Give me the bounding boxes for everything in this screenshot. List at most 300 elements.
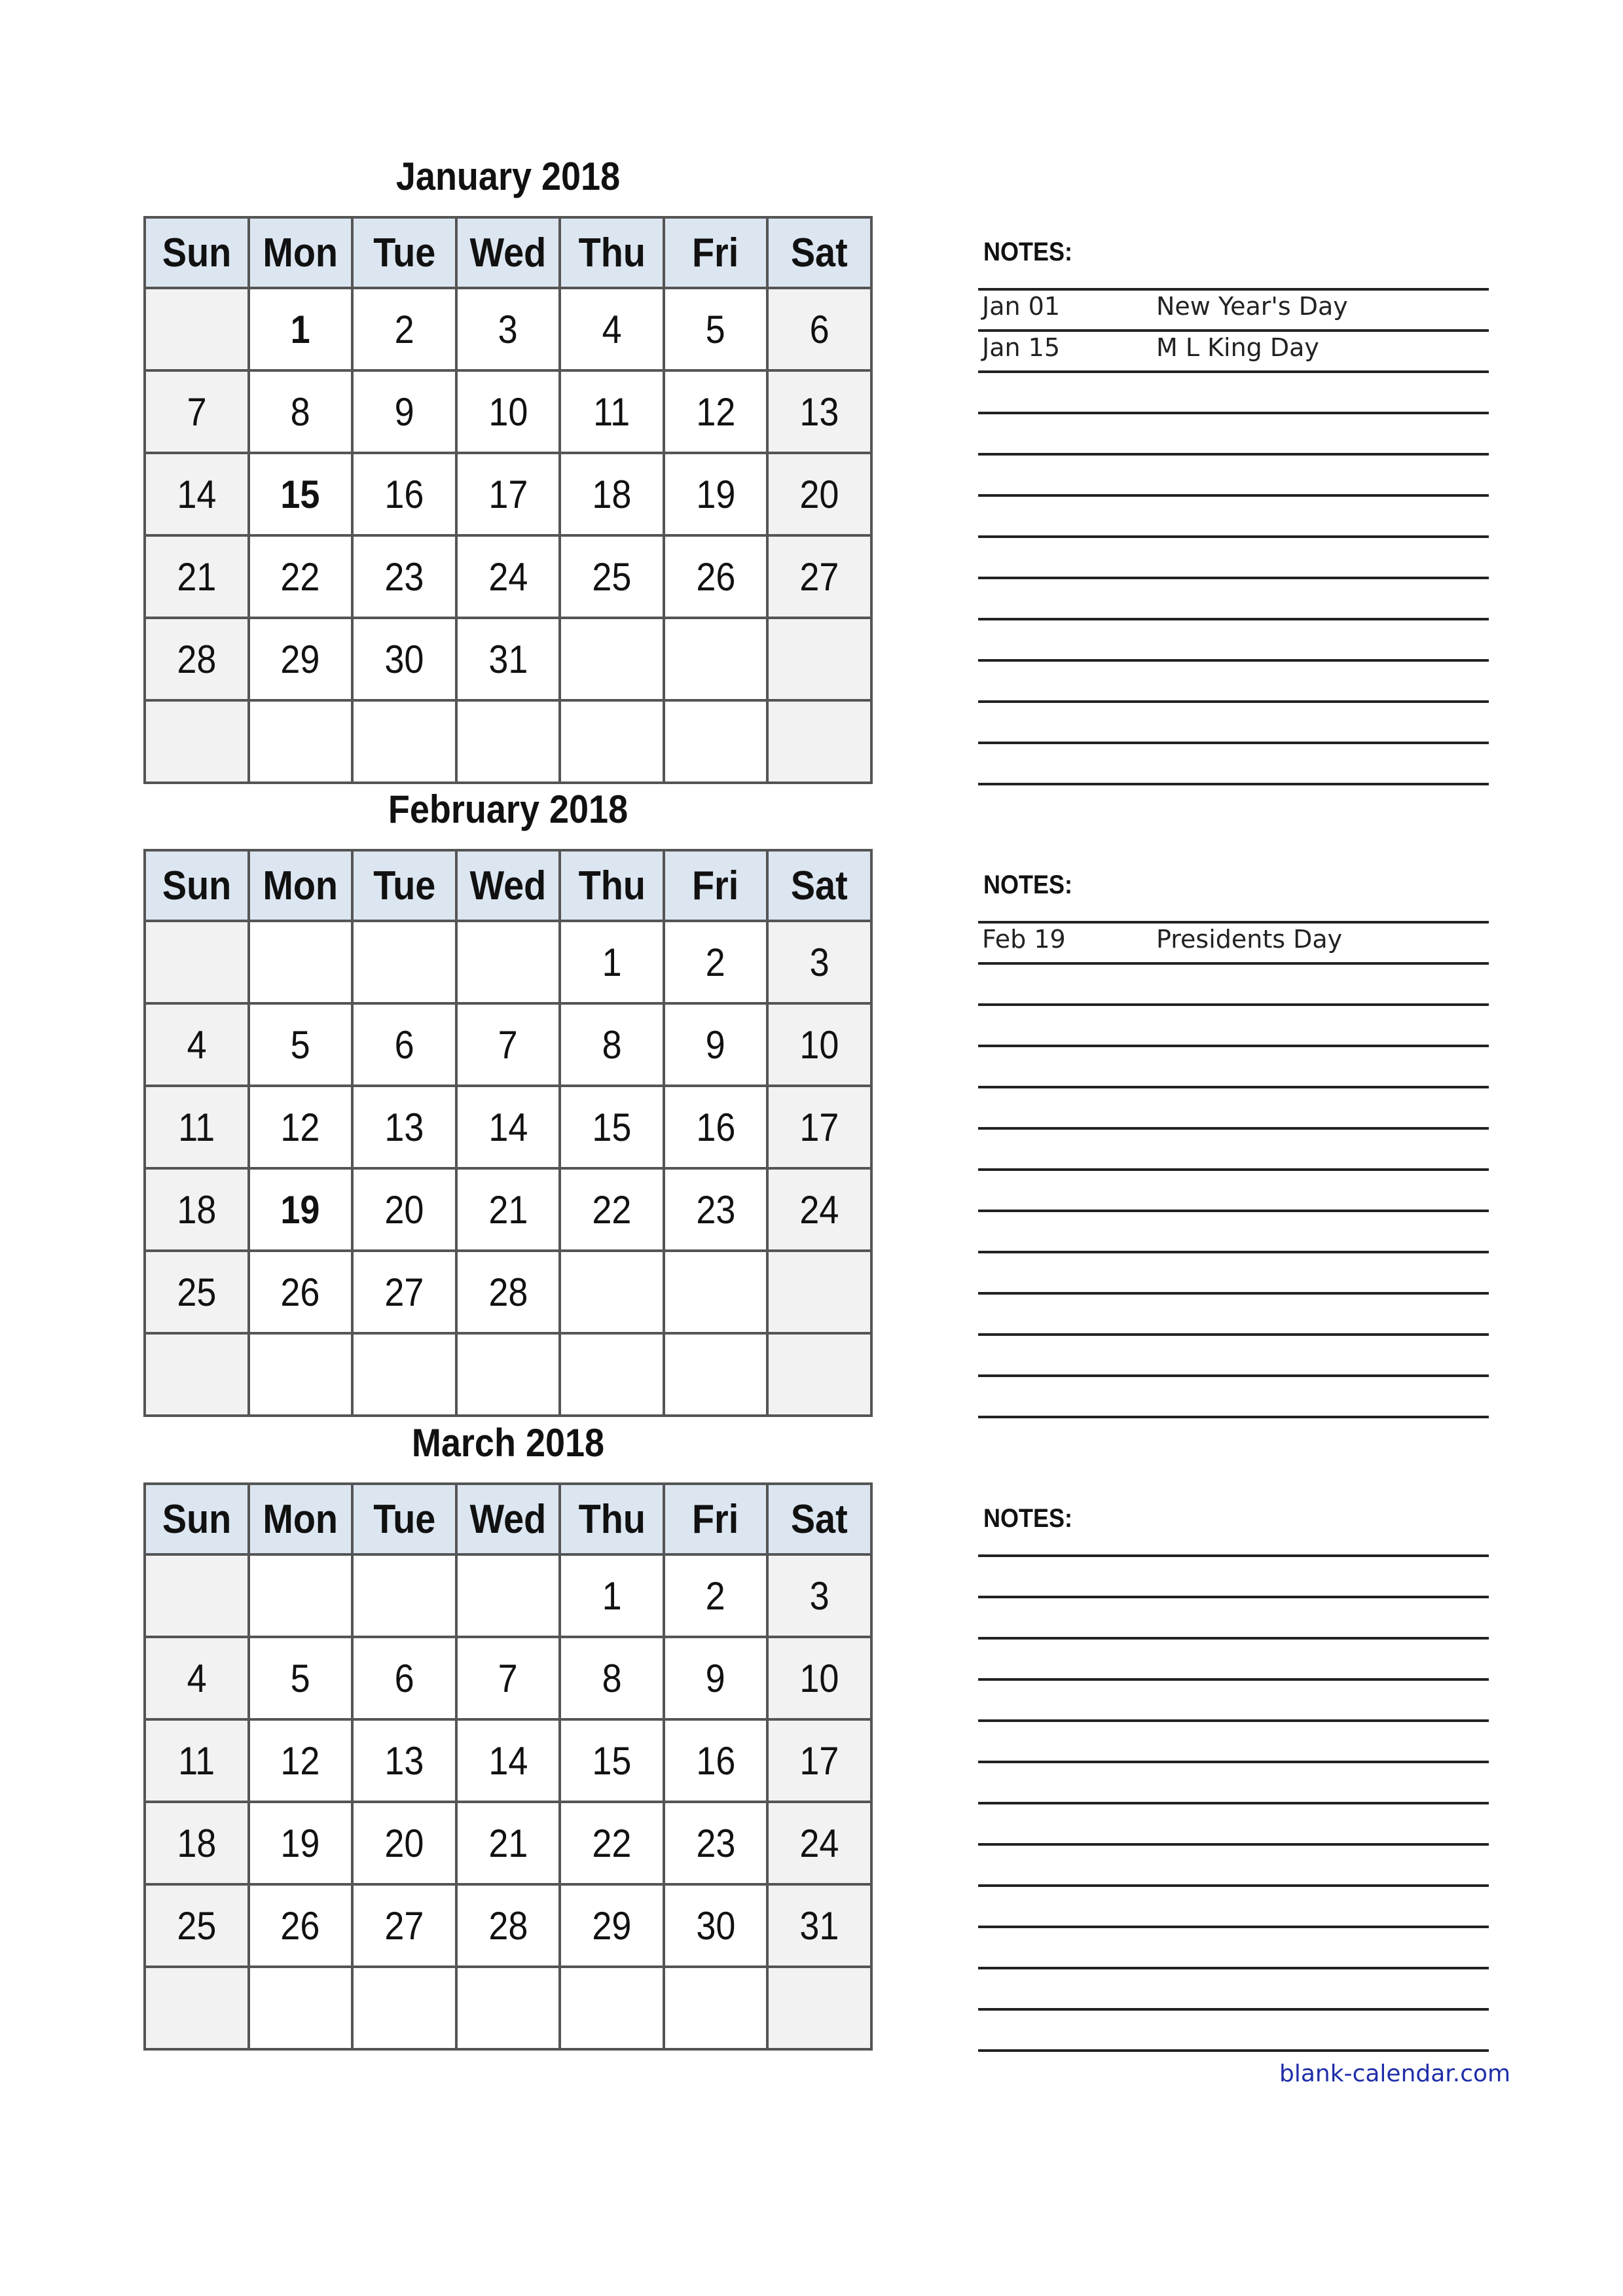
day-number: 4	[602, 307, 622, 351]
day-number: 22	[592, 1187, 632, 1232]
day-number: 10	[799, 1022, 839, 1067]
day-number: 23	[696, 1187, 736, 1232]
day-cell[interactable]	[767, 1884, 871, 1967]
day-cell[interactable]	[664, 921, 768, 1003]
day-number: 25	[592, 554, 632, 599]
weekday-label: Sat	[791, 863, 848, 908]
day-cell[interactable]	[352, 1719, 456, 1802]
day-number: 17	[799, 1738, 839, 1783]
notes-line[interactable]	[978, 1292, 1489, 1295]
day-cell[interactable]	[249, 700, 353, 783]
weekday-header	[767, 217, 871, 288]
notes-line[interactable]	[978, 1926, 1489, 1928]
weekday-header	[352, 217, 456, 288]
day-cell[interactable]	[145, 921, 249, 1003]
weekday-label: Fri	[692, 230, 739, 276]
day-cell[interactable]	[560, 288, 664, 370]
day-cell[interactable]	[145, 1003, 249, 1086]
day-cell[interactable]	[352, 535, 456, 618]
day-cell[interactable]	[249, 1637, 353, 1719]
day-number: 4	[187, 1656, 207, 1700]
day-cell[interactable]	[145, 700, 249, 783]
day-number: 9	[394, 389, 414, 434]
day-cell[interactable]	[767, 1719, 871, 1802]
day-cell[interactable]	[560, 1802, 664, 1884]
weekday-label: Thu	[578, 1496, 646, 1542]
notes-line[interactable]	[978, 1168, 1489, 1171]
weekday-header	[664, 850, 768, 921]
notes-line[interactable]	[978, 1802, 1489, 1804]
notes-line[interactable]	[978, 618, 1489, 620]
month-grid	[143, 1482, 873, 2051]
day-cell[interactable]	[664, 1003, 768, 1086]
week-row	[145, 700, 871, 783]
day-number: 15	[280, 472, 320, 516]
week-row	[145, 535, 871, 618]
month-grid	[143, 216, 873, 784]
day-cell[interactable]	[456, 1168, 560, 1251]
note-date: Jan 15	[982, 333, 1061, 362]
weekday-header	[249, 850, 353, 921]
note-holiday-name: Presidents Day	[1156, 925, 1343, 954]
day-cell[interactable]	[560, 1719, 664, 1802]
notes-line[interactable]	[978, 742, 1489, 744]
notes-line[interactable]	[978, 370, 1489, 373]
day-cell[interactable]	[767, 618, 871, 700]
weekday-header	[767, 1484, 871, 1554]
notes-label: NOTES:	[983, 1504, 1073, 1533]
notes-line[interactable]	[978, 1554, 1489, 1557]
notes-line[interactable]	[978, 962, 1489, 965]
day-number: 29	[280, 637, 320, 681]
week-row	[145, 1086, 871, 1168]
day-cell[interactable]	[767, 1251, 871, 1333]
day-cell[interactable]	[560, 1251, 664, 1333]
day-number: 14	[488, 1105, 528, 1149]
notes-label: NOTES:	[983, 870, 1073, 899]
notes-line[interactable]	[978, 659, 1489, 662]
week-row	[145, 1251, 871, 1333]
day-cell[interactable]	[767, 1003, 871, 1086]
day-number: 2	[706, 940, 726, 984]
day-cell[interactable]	[456, 700, 560, 783]
day-cell[interactable]	[456, 921, 560, 1003]
day-cell[interactable]	[664, 1719, 768, 1802]
day-cell[interactable]	[560, 1637, 664, 1719]
day-cell[interactable]	[560, 1967, 664, 2049]
day-cell[interactable]	[664, 1333, 768, 1416]
day-number: 5	[290, 1022, 310, 1067]
day-number: 25	[177, 1903, 217, 1948]
weekday-label: Sun	[162, 230, 231, 276]
footer-link[interactable]: blank-calendar.com	[1279, 2060, 1511, 2087]
day-number: 1	[602, 940, 622, 984]
weekday-header	[664, 217, 768, 288]
day-number: 7	[498, 1022, 518, 1067]
day-cell[interactable]	[456, 1967, 560, 2049]
day-cell[interactable]	[145, 370, 249, 453]
weekday-header	[145, 1484, 249, 1554]
week-row	[145, 1802, 871, 1884]
day-cell[interactable]	[664, 1554, 768, 1637]
weekday-header	[560, 850, 664, 921]
day-cell[interactable]	[456, 1884, 560, 1967]
notes-line[interactable]	[978, 412, 1489, 414]
day-cell[interactable]	[664, 453, 768, 535]
day-number: 24	[799, 1187, 839, 1232]
day-number: 21	[488, 1821, 528, 1865]
day-cell[interactable]	[249, 1554, 353, 1637]
weekday-label: Sun	[162, 1496, 231, 1542]
weekday-label: Fri	[692, 863, 739, 908]
day-cell[interactable]	[145, 453, 249, 535]
day-cell[interactable]	[352, 1802, 456, 1884]
day-cell[interactable]	[456, 1086, 560, 1168]
day-cell[interactable]	[560, 453, 664, 535]
day-cell[interactable]	[352, 618, 456, 700]
day-cell[interactable]	[352, 1086, 456, 1168]
day-cell[interactable]	[249, 370, 353, 453]
day-cell[interactable]	[767, 535, 871, 618]
day-cell[interactable]	[767, 921, 871, 1003]
month-title: January 2018	[395, 154, 621, 198]
weekday-header	[560, 1484, 664, 1554]
day-number: 24	[488, 554, 528, 599]
day-number: 3	[809, 940, 830, 984]
day-number: 2	[706, 1573, 726, 1618]
day-number: 27	[799, 554, 839, 599]
day-cell[interactable]	[352, 1168, 456, 1251]
day-number: 11	[593, 389, 630, 434]
day-number: 2	[394, 307, 414, 351]
day-cell[interactable]	[560, 1554, 664, 1637]
weekday-label: Wed	[469, 863, 547, 908]
day-cell[interactable]	[456, 1637, 560, 1719]
day-cell[interactable]	[456, 288, 560, 370]
day-number: 14	[488, 1738, 528, 1783]
day-cell[interactable]	[767, 1086, 871, 1168]
day-cell[interactable]	[560, 921, 664, 1003]
week-row	[145, 1967, 871, 2049]
day-cell[interactable]	[249, 1251, 353, 1333]
day-number: 3	[498, 307, 518, 351]
day-number: 20	[384, 1821, 424, 1865]
day-cell[interactable]	[352, 370, 456, 453]
day-cell[interactable]	[664, 1967, 768, 2049]
day-number: 26	[280, 1903, 320, 1948]
day-cell[interactable]	[664, 618, 768, 700]
day-number: 12	[696, 389, 736, 434]
notes-line[interactable]	[978, 1678, 1489, 1681]
day-cell[interactable]	[767, 1637, 871, 1719]
note-entry	[978, 288, 1489, 327]
day-cell[interactable]	[560, 700, 664, 783]
day-cell[interactable]	[249, 1003, 353, 1086]
day-cell[interactable]	[560, 535, 664, 618]
day-cell[interactable]	[664, 1086, 768, 1168]
day-cell[interactable]	[145, 1967, 249, 2049]
weekday-label: Wed	[469, 230, 547, 276]
day-number: 1	[290, 307, 310, 351]
day-number: 16	[696, 1105, 736, 1149]
note-date: Feb 19	[982, 925, 1066, 954]
weekday-header	[145, 217, 249, 288]
day-cell[interactable]	[456, 1003, 560, 1086]
notes-line[interactable]	[978, 1210, 1489, 1212]
day-cell[interactable]	[145, 1802, 249, 1884]
day-number: 11	[178, 1738, 215, 1783]
notes-line[interactable]	[978, 577, 1489, 579]
day-cell[interactable]	[352, 1554, 456, 1637]
day-cell[interactable]	[560, 1884, 664, 1967]
day-cell[interactable]	[352, 700, 456, 783]
month-title: March 2018	[411, 1421, 605, 1465]
day-cell[interactable]	[767, 1554, 871, 1637]
day-cell[interactable]	[767, 370, 871, 453]
day-number: 15	[592, 1105, 632, 1149]
day-number: 13	[384, 1738, 424, 1783]
day-cell[interactable]	[664, 370, 768, 453]
day-number: 9	[706, 1022, 726, 1067]
day-cell[interactable]	[352, 1003, 456, 1086]
day-cell[interactable]	[560, 618, 664, 700]
week-row	[145, 453, 871, 535]
day-number: 6	[809, 307, 830, 351]
day-cell[interactable]	[145, 1884, 249, 1967]
day-number: 7	[187, 389, 207, 434]
day-cell[interactable]	[249, 1719, 353, 1802]
day-cell[interactable]	[352, 1333, 456, 1416]
day-number: 13	[799, 389, 839, 434]
day-number: 28	[488, 1903, 528, 1948]
notes-line[interactable]	[978, 1086, 1489, 1088]
weekday-label: Wed	[469, 1496, 547, 1542]
day-cell[interactable]	[664, 1168, 768, 1251]
weekday-header-row	[145, 217, 871, 288]
day-number: 28	[177, 637, 217, 681]
weekday-header	[456, 1484, 560, 1554]
month-title: February 2018	[388, 787, 629, 831]
day-cell[interactable]	[249, 1333, 353, 1416]
week-row	[145, 370, 871, 453]
notes-line[interactable]	[978, 1251, 1489, 1253]
day-number: 17	[799, 1105, 839, 1149]
day-number: 18	[177, 1187, 217, 1232]
day-number: 23	[384, 554, 424, 599]
day-cell[interactable]	[456, 1554, 560, 1637]
notes-line[interactable]	[978, 1374, 1489, 1377]
day-number: 31	[488, 637, 528, 681]
day-cell[interactable]	[664, 1802, 768, 1884]
day-cell[interactable]	[145, 1251, 249, 1333]
day-number: 26	[280, 1270, 320, 1314]
day-cell[interactable]	[145, 1719, 249, 1802]
note-entry	[978, 329, 1489, 368]
note-holiday-name: New Year's Day	[1156, 292, 1348, 321]
day-number: 7	[498, 1656, 518, 1700]
notes-label: NOTES:	[983, 238, 1073, 266]
weekday-header	[352, 850, 456, 921]
weekday-label: Tue	[373, 1496, 435, 1542]
note-entry	[978, 921, 1489, 960]
day-cell[interactable]	[249, 288, 353, 370]
day-cell[interactable]	[560, 370, 664, 453]
day-cell[interactable]	[456, 1333, 560, 1416]
day-number: 18	[592, 472, 632, 516]
day-number: 12	[280, 1105, 320, 1149]
notes-line[interactable]	[978, 783, 1489, 785]
week-row	[145, 921, 871, 1003]
day-cell[interactable]	[456, 535, 560, 618]
day-cell[interactable]	[352, 1637, 456, 1719]
notes-line[interactable]	[978, 2008, 1489, 2011]
day-number: 12	[280, 1738, 320, 1783]
day-number: 31	[799, 1903, 839, 1948]
day-number: 22	[280, 554, 320, 599]
notes-line[interactable]	[978, 2049, 1489, 2052]
notes-line[interactable]	[978, 1127, 1489, 1130]
week-row	[145, 1003, 871, 1086]
day-cell[interactable]	[767, 1967, 871, 2049]
day-number: 18	[177, 1821, 217, 1865]
day-cell[interactable]	[456, 370, 560, 453]
notes-line[interactable]	[978, 494, 1489, 497]
day-number: 17	[488, 472, 528, 516]
day-cell[interactable]	[352, 1884, 456, 1967]
notes-line[interactable]	[978, 700, 1489, 703]
weekday-header	[352, 1484, 456, 1554]
day-number: 30	[696, 1903, 736, 1948]
day-number: 15	[592, 1738, 632, 1783]
day-cell[interactable]	[249, 618, 353, 700]
day-cell[interactable]	[767, 1802, 871, 1884]
day-cell[interactable]	[456, 453, 560, 535]
day-cell[interactable]	[767, 1333, 871, 1416]
day-cell[interactable]	[145, 288, 249, 370]
day-cell[interactable]	[352, 1967, 456, 2049]
day-cell[interactable]	[145, 1554, 249, 1637]
notes-line[interactable]	[978, 1719, 1489, 1722]
day-cell[interactable]	[249, 535, 353, 618]
day-cell[interactable]	[560, 1086, 664, 1168]
day-cell[interactable]	[456, 1719, 560, 1802]
notes-line[interactable]	[978, 1843, 1489, 1846]
day-cell[interactable]	[249, 1086, 353, 1168]
weekday-header	[560, 217, 664, 288]
day-cell[interactable]	[456, 1802, 560, 1884]
day-number: 20	[799, 472, 839, 516]
day-cell[interactable]	[145, 1086, 249, 1168]
weekday-header	[249, 217, 353, 288]
day-number: 19	[696, 472, 736, 516]
day-cell[interactable]	[249, 1168, 353, 1251]
notes-line[interactable]	[978, 535, 1489, 538]
day-cell[interactable]	[352, 453, 456, 535]
day-cell[interactable]	[249, 453, 353, 535]
notes-line[interactable]	[978, 1045, 1489, 1047]
notes-line[interactable]	[978, 1761, 1489, 1763]
day-cell[interactable]	[249, 1802, 353, 1884]
weekday-label: Sat	[791, 230, 848, 276]
month-grid	[143, 849, 873, 1417]
day-cell[interactable]	[145, 1333, 249, 1416]
day-cell[interactable]	[767, 1168, 871, 1251]
day-number: 28	[488, 1270, 528, 1314]
day-number: 16	[696, 1738, 736, 1783]
day-number: 29	[592, 1903, 632, 1948]
notes-line[interactable]	[978, 1967, 1489, 1969]
day-number: 11	[178, 1105, 215, 1149]
week-row	[145, 1719, 871, 1802]
day-cell[interactable]	[249, 1967, 353, 2049]
notes-line[interactable]	[978, 1884, 1489, 1887]
day-cell[interactable]	[664, 535, 768, 618]
weekday-label: Mon	[263, 863, 338, 908]
day-number: 25	[177, 1270, 217, 1314]
day-cell[interactable]	[664, 700, 768, 783]
day-cell[interactable]	[352, 1251, 456, 1333]
day-number: 5	[706, 307, 726, 351]
day-cell[interactable]	[352, 288, 456, 370]
weekday-header	[767, 850, 871, 921]
weekday-header	[456, 850, 560, 921]
notes-line[interactable]	[978, 1333, 1489, 1336]
week-row	[145, 1168, 871, 1251]
week-row	[145, 618, 871, 700]
day-number: 9	[706, 1656, 726, 1700]
day-cell[interactable]	[664, 288, 768, 370]
day-cell[interactable]	[767, 700, 871, 783]
day-number: 19	[280, 1187, 320, 1232]
notes-line[interactable]	[978, 1637, 1489, 1640]
day-cell[interactable]	[767, 288, 871, 370]
weekday-label: Mon	[263, 230, 338, 276]
day-cell[interactable]	[249, 921, 353, 1003]
day-number: 20	[384, 1187, 424, 1232]
day-number: 8	[290, 389, 310, 434]
day-number: 30	[384, 637, 424, 681]
day-cell[interactable]	[145, 535, 249, 618]
notes-line[interactable]	[978, 1003, 1489, 1006]
day-cell[interactable]	[560, 1168, 664, 1251]
day-number: 22	[592, 1821, 632, 1865]
weekday-header-row	[145, 1484, 871, 1554]
day-cell[interactable]	[352, 921, 456, 1003]
day-cell[interactable]	[145, 1637, 249, 1719]
day-cell[interactable]	[767, 453, 871, 535]
notes-line[interactable]	[978, 1416, 1489, 1418]
day-cell[interactable]	[145, 1168, 249, 1251]
day-cell[interactable]	[664, 1884, 768, 1967]
notes-line[interactable]	[978, 1596, 1489, 1598]
day-cell[interactable]	[249, 1884, 353, 1967]
weekday-header	[456, 217, 560, 288]
day-cell[interactable]	[664, 1251, 768, 1333]
day-cell[interactable]	[456, 618, 560, 700]
weekday-header	[249, 1484, 353, 1554]
weekday-label: Fri	[692, 1496, 739, 1542]
week-row	[145, 1333, 871, 1416]
day-cell[interactable]	[145, 618, 249, 700]
day-cell[interactable]	[456, 1251, 560, 1333]
day-cell[interactable]	[560, 1333, 664, 1416]
day-number: 6	[394, 1656, 414, 1700]
day-number: 1	[602, 1573, 622, 1618]
day-cell[interactable]	[664, 1637, 768, 1719]
day-cell[interactable]	[560, 1003, 664, 1086]
notes-line[interactable]	[978, 453, 1489, 456]
week-row	[145, 1884, 871, 1967]
